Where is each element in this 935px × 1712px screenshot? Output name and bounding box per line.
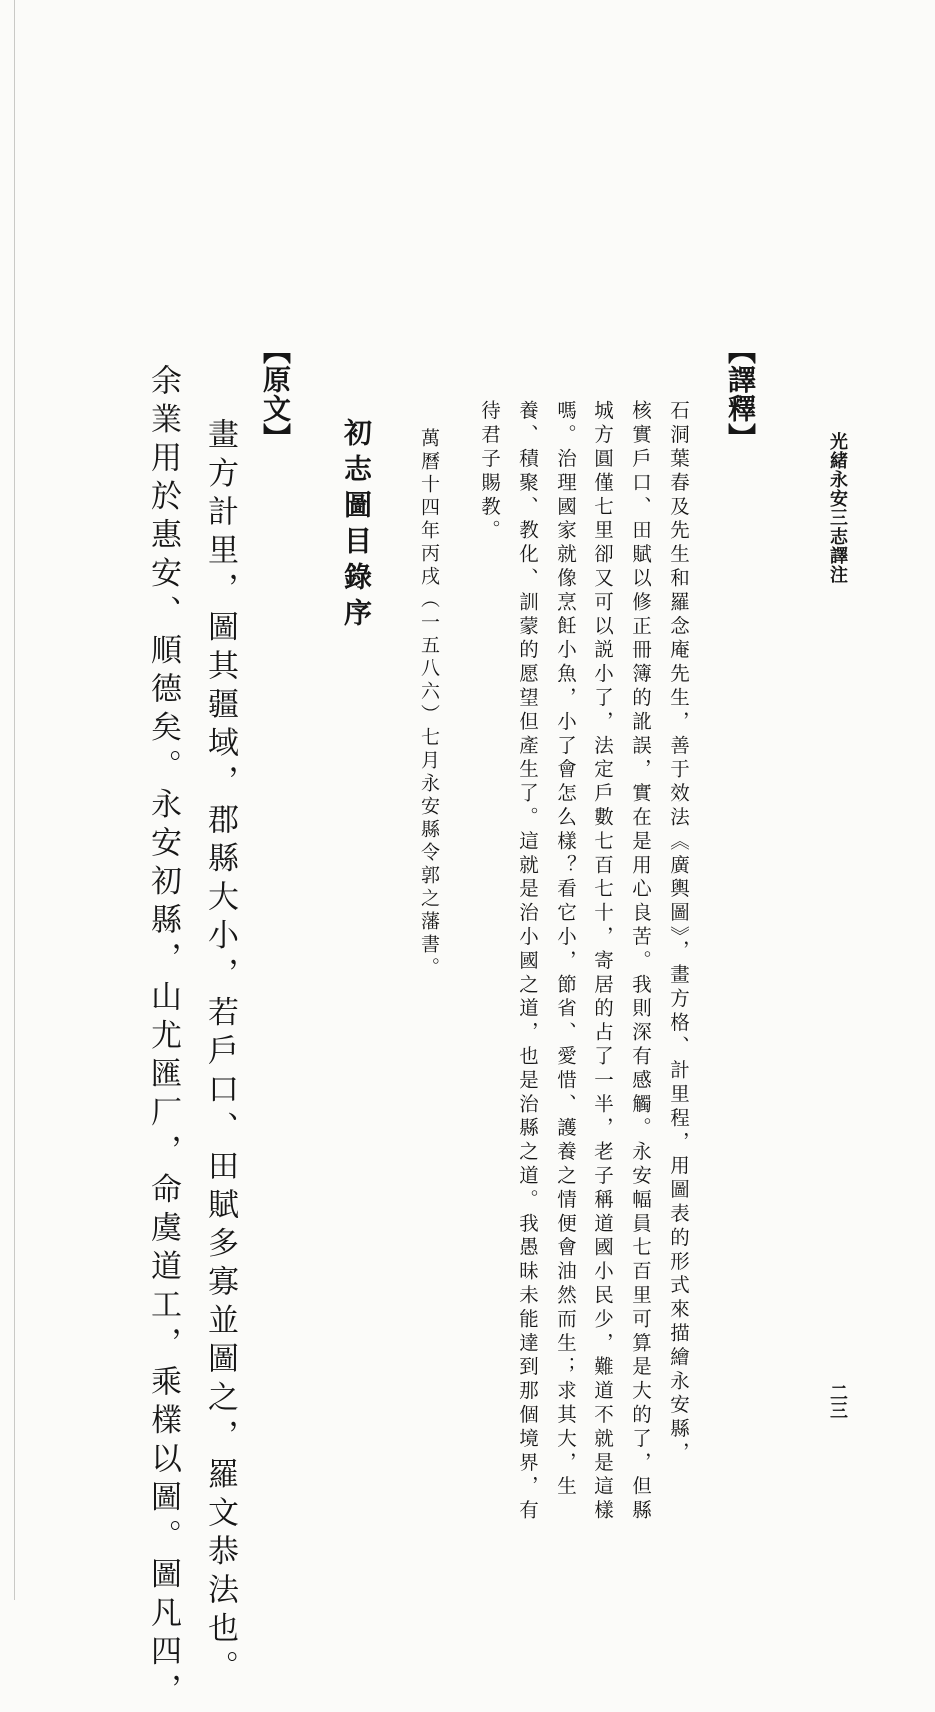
- signature-date-line: 萬曆十四年丙戌（一五八六）七月永安縣令郭之藩書。: [418, 428, 440, 980]
- original-heading: 【原文】: [259, 336, 292, 452]
- page-edge-line: [14, 0, 15, 1600]
- page-number: 二三: [827, 1383, 848, 1419]
- original-line: 余業用於惠安、順德矣。永安初縣，山尤匯厂，命虞道工，乘檏以圖。圖凡四，: [145, 364, 181, 1712]
- translation-heading: 【譯釋】: [724, 336, 757, 452]
- translation-line: 嗎。治理國家就像烹飪小魚，小了會怎么樣？看它小，節省、愛惜、護養之情便會油然而生；求其大，生: [554, 400, 577, 1500]
- running-title: 光緒永安三志譯注: [827, 432, 848, 584]
- translation-line: 養、積聚、教化、訓蒙的愿望但產生了。這就是治小國之道，也是治縣之道。我愚昧未能達到那個境界，有: [516, 400, 539, 1524]
- translation-line: 城方圓僅七里卻又可以説小了，法定戶數七百七十，寄居的占了一半，老子稱道國小民少，難道不就是這樣: [591, 400, 614, 1524]
- translation-line: 待君子賜教。: [478, 400, 501, 544]
- section-title: 初志圖目錄序: [340, 418, 373, 634]
- translation-line: 核實戶口、田賦以修正冊簿的訛誤，實在是用心良苦。我則深有感觸。永安幅員七百里可算是大的了，但縣: [629, 400, 652, 1524]
- original-line: 畫方計里，圖其疆域，郡縣大小，若戶口、田賦多寡並圖之，羅文恭法也。: [202, 418, 238, 1689]
- translation-line: 石洞葉春及先生和羅念庵先生，善于效法《廣輿圖》，畫方格、計里程，用圖表的形式來描繪永安縣，: [667, 400, 690, 1466]
